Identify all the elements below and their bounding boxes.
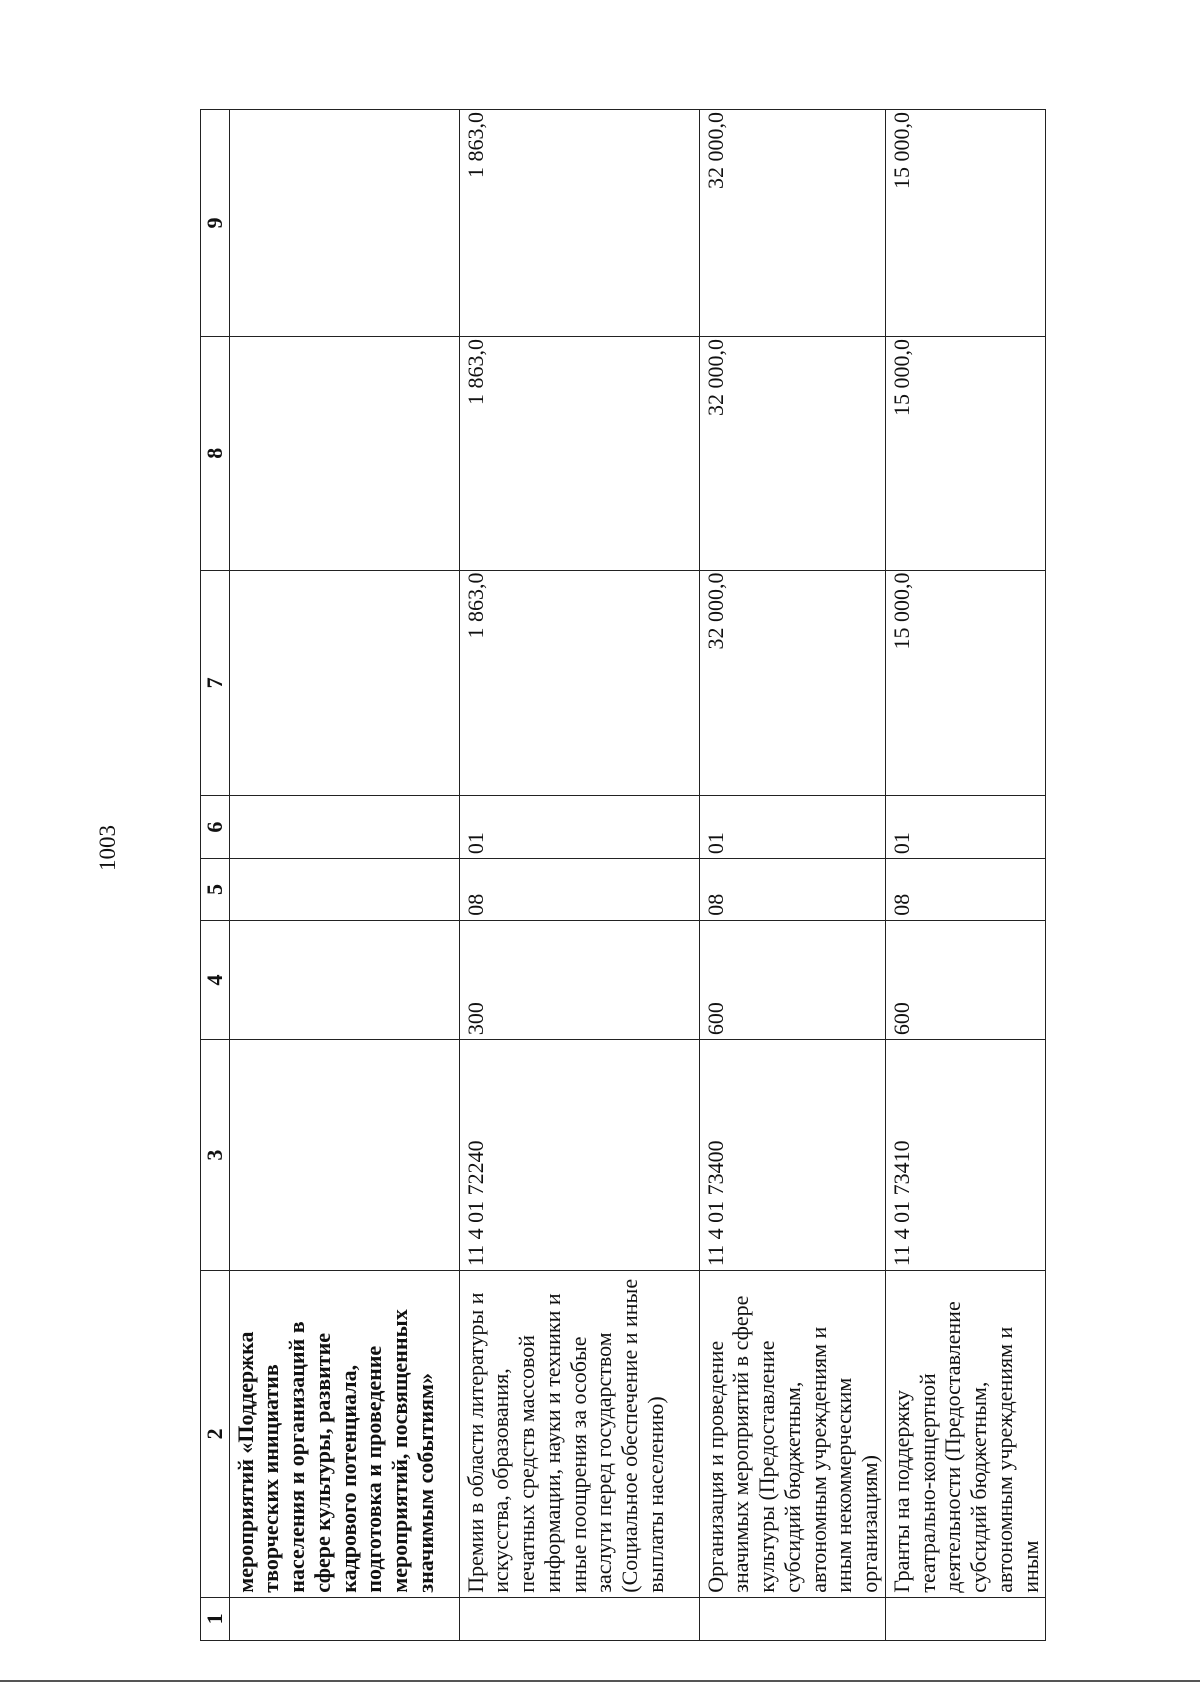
row-number-cell [229, 1597, 459, 1640]
table-row [699, 110, 885, 1641]
column-header: 7 [201, 570, 230, 796]
page-bottom-rule [0, 1680, 1200, 1682]
subsection-cell: 01 [459, 796, 699, 859]
amount-col7-cell [229, 570, 459, 796]
amount-col9-cell: 32 000,0 [699, 110, 885, 337]
amount-col8-cell: 32 000,0 [699, 337, 885, 571]
target-article-code-cell: 11 4 01 73400 [699, 1040, 885, 1271]
expense-name-cell: Премии в области литературы и искусства, образования, печатных средств массовой информации, науки и техники и иные поощрения за особые заслуги перед государством (Социальное обеспечение и иные выплаты населению) [459, 1271, 699, 1598]
amount-col9-cell [229, 110, 459, 337]
target-article-code-cell: 11 4 01 73410 [885, 1040, 1045, 1271]
subsection-cell [229, 796, 459, 859]
section-cell: 08 [459, 859, 699, 921]
amount-col7-cell: 32 000,0 [699, 570, 885, 796]
row-number-cell [699, 1597, 885, 1640]
expense-type-cell: 600 [885, 920, 1045, 1039]
subsection-cell: 01 [699, 796, 885, 859]
expense-type-cell: 600 [699, 920, 885, 1039]
column-header: 8 [201, 337, 230, 571]
column-header: 9 [201, 110, 230, 337]
row-number-cell [459, 1597, 699, 1640]
amount-col8-cell: 1 863,0 [459, 337, 699, 571]
budget-table-container [200, 109, 1194, 1641]
expense-type-cell [229, 920, 459, 1039]
table-row [885, 110, 1045, 1641]
table-row [459, 110, 699, 1641]
column-header: 4 [201, 920, 230, 1039]
expense-name-cell: Гранты на поддержку театрально-концертной деятельности (Предоставление субсидий бюджетным, автономным учреждениям и иным [885, 1271, 1045, 1598]
expense-type-cell: 300 [459, 920, 699, 1039]
section-cell: 08 [699, 859, 885, 921]
section-cell [229, 859, 459, 921]
subsection-cell: 01 [885, 796, 1045, 859]
budget-table [200, 109, 1046, 1641]
column-header: 6 [201, 796, 230, 859]
expense-name-cell: мероприятий «Поддержка творческих инициатив населения и организаций в сфере культуры, развитие кадрового потенциала, подготовка и проведение мероприятий, посвященных значимым событиям» [229, 1271, 459, 1598]
amount-col7-cell: 15 000,0 [885, 570, 1045, 796]
section-cell: 08 [885, 859, 1045, 921]
column-header: 1 [201, 1597, 230, 1640]
amount-col9-cell: 1 863,0 [459, 110, 699, 337]
amount-col8-cell [229, 337, 459, 571]
target-article-code-cell: 11 4 01 72240 [459, 1040, 699, 1271]
page-number: 1003 [95, 825, 120, 871]
table-header-row [201, 110, 230, 1641]
column-header: 3 [201, 1040, 230, 1271]
row-number-cell [885, 1597, 1045, 1640]
amount-col7-cell: 1 863,0 [459, 570, 699, 796]
table-row [229, 110, 459, 1641]
amount-col9-cell: 15 000,0 [885, 110, 1045, 337]
column-header: 2 [201, 1271, 230, 1598]
expense-name-cell: Организация и проведение значимых мероприятий в сфере культуры (Предоставление субсидий бюджетным, автономным учреждениям и иным некоммерческим организациям) [699, 1271, 885, 1598]
amount-col8-cell: 15 000,0 [885, 337, 1045, 571]
column-header: 5 [201, 859, 230, 921]
target-article-code-cell [229, 1040, 459, 1271]
